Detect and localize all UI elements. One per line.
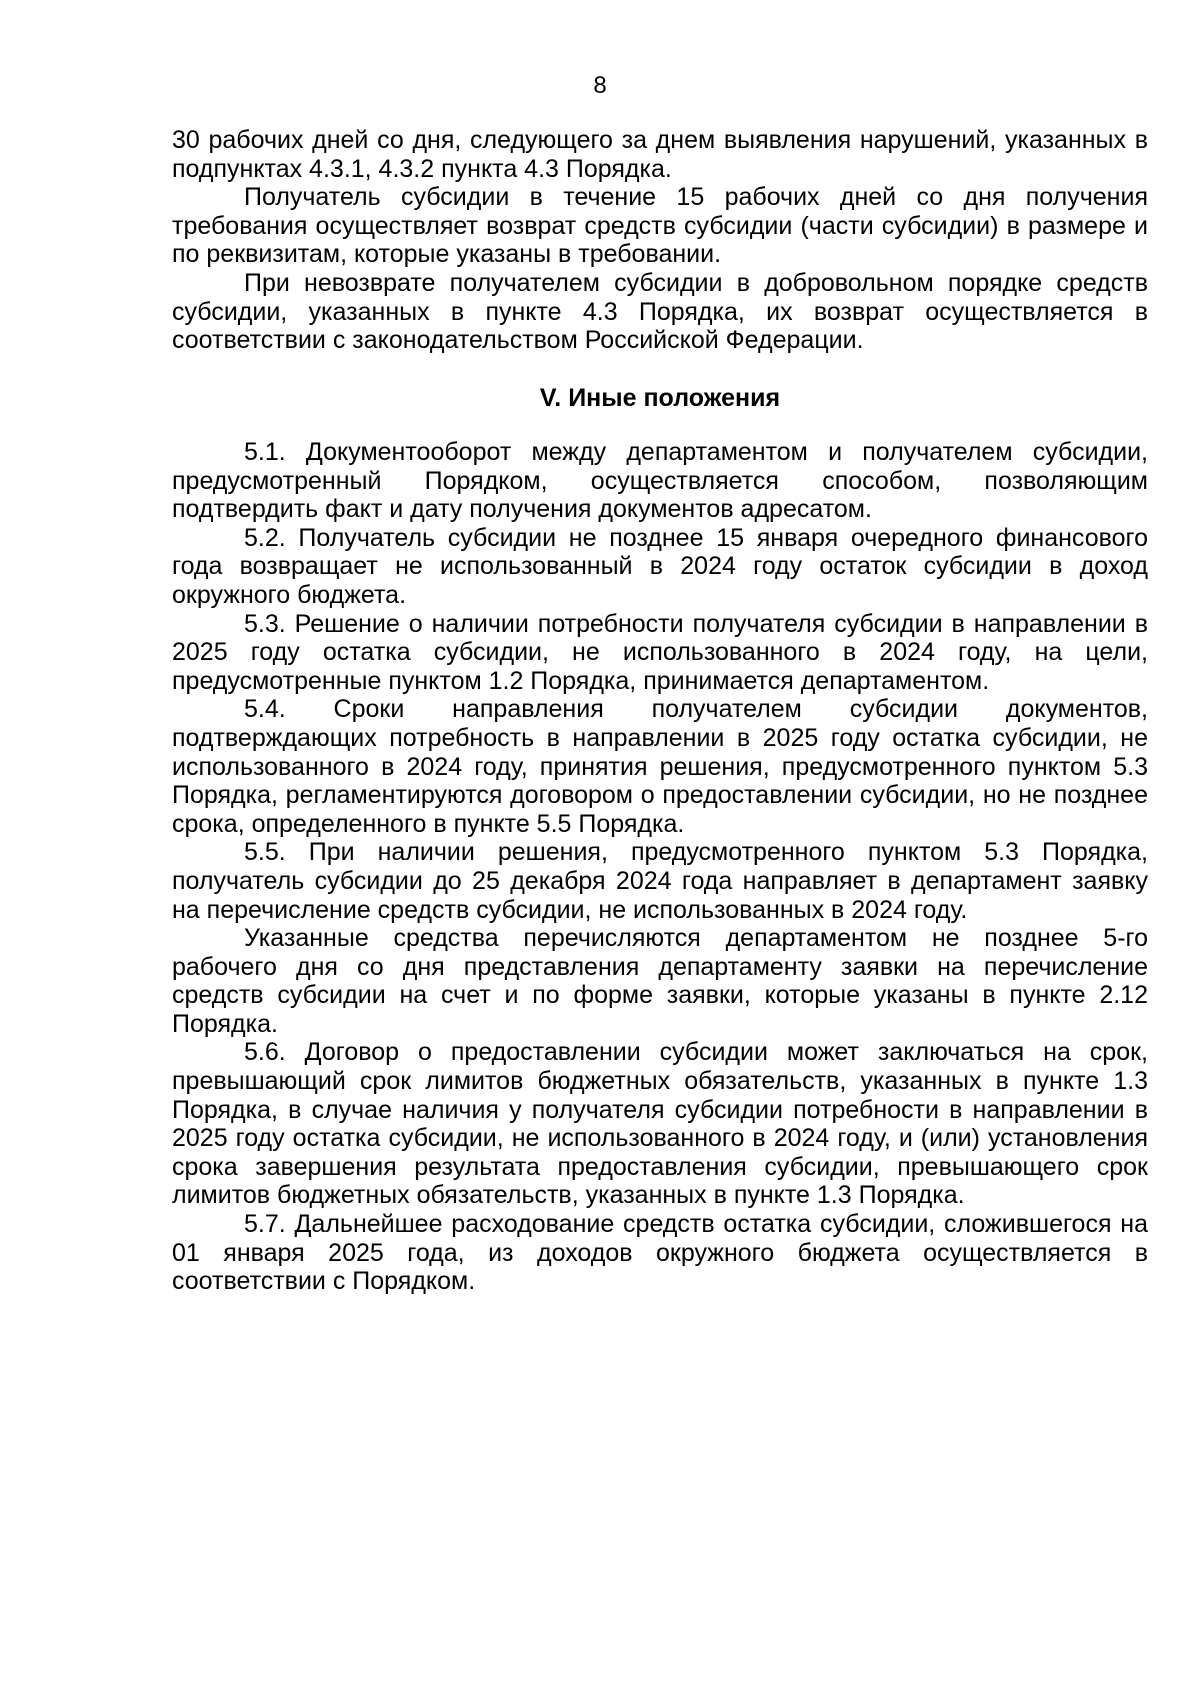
- paragraph-5-1: 5.1. Документооборот между департаментом и получателем субсидии, предусмотренный Порядком, осуществляется способом, позволяющим подтвердить факт и дату получения документов адресатом.: [172, 438, 1148, 524]
- top-text-block: [172, 126, 1148, 355]
- paragraph-non-return: При невозврате получателем субсидии в добровольном порядке средств субсидии, указанных в пункте 4.3 Порядка, их возврат осуществляется в соответствии с законодательством Российской Федерации.: [172, 268, 1148, 355]
- paragraph-5-5: 5.5. При наличии решения, предусмотренного пунктом 5.3 Порядка, получатель субсидии до 25 декабря 2024 года направляет в департамент заявку на перечисление средств субсидии, не использованных в 2024 году.: [172, 838, 1148, 924]
- paragraph-refund-term: Получатель субсидии в течение 15 рабочих дней со дня получения требования осуществляет возврат средств субсидии (части субсидии) в размере и по реквизитам, которые указаны в требовании.: [172, 183, 1148, 269]
- paragraph-5-2: 5.2. Получатель субсидии не позднее 15 января очередного финансового года возвращает не использованный в 2024 году остаток субсидии в доход окружного бюджета.: [172, 523, 1148, 609]
- page-number: 8: [593, 72, 607, 99]
- section-text-block: [172, 438, 1148, 1296]
- paragraph-5-7: 5.7. Дальнейшее расходование средств остатка субсидии, сложившегося на 01 января 2025 года, из доходов окружного бюджета осуществляется в соответствии с Порядком.: [172, 1210, 1148, 1296]
- paragraph-5-6: 5.6. Договор о предоставлении субсидии может заключаться на срок, превышающий срок лимитов бюджетных обязательств, указанных в пункте 1.3 Порядка, в случае наличия у получателя субсидии потребности в направлении в 2025 году остатка субсидии, не использованного в 2024 году, и (или) установления срока завершения результата предоставления субсидии, превышающего срок лимитов бюджетных обязательств, указанных в пункте 1.3 Порядка.: [172, 1038, 1148, 1210]
- paragraph-continuation: 30 рабочих дней со дня, следующего за днем выявления нарушений, указанных в подпунктах 4.3.1, 4.3.2 пункта 4.3 Порядка.: [172, 126, 1148, 183]
- paragraph-5-3: 5.3. Решение о наличии потребности получателя субсидии в направлении в 2025 году остатка субсидии, не использованного в 2024 году, на цели, предусмотренные пунктом 1.2 Порядка, принимается департаментом.: [172, 609, 1148, 695]
- paragraph-5-4: 5.4. Сроки направления получателем субсидии документов, подтверждающих потребность в направлении в 2025 году остатка субсидии, не использованного в 2024 году, принятия решения, предусмотренного пунктом 5.3 Порядка, регламентируются договором о предоставлении субсидии, но не позднее срока, определенного в пункте 5.5 Порядка.: [172, 695, 1148, 838]
- paragraph-5-5-funds: Указанные средства перечисляются департаментом не позднее 5-го рабочего дня со дня представления департаменту заявки на перечисление средств субсидии на счет и по форме заявки, которые указаны в пункте 2.12 Порядка.: [172, 924, 1148, 1038]
- section-heading: V. Иные положения: [539, 384, 781, 412]
